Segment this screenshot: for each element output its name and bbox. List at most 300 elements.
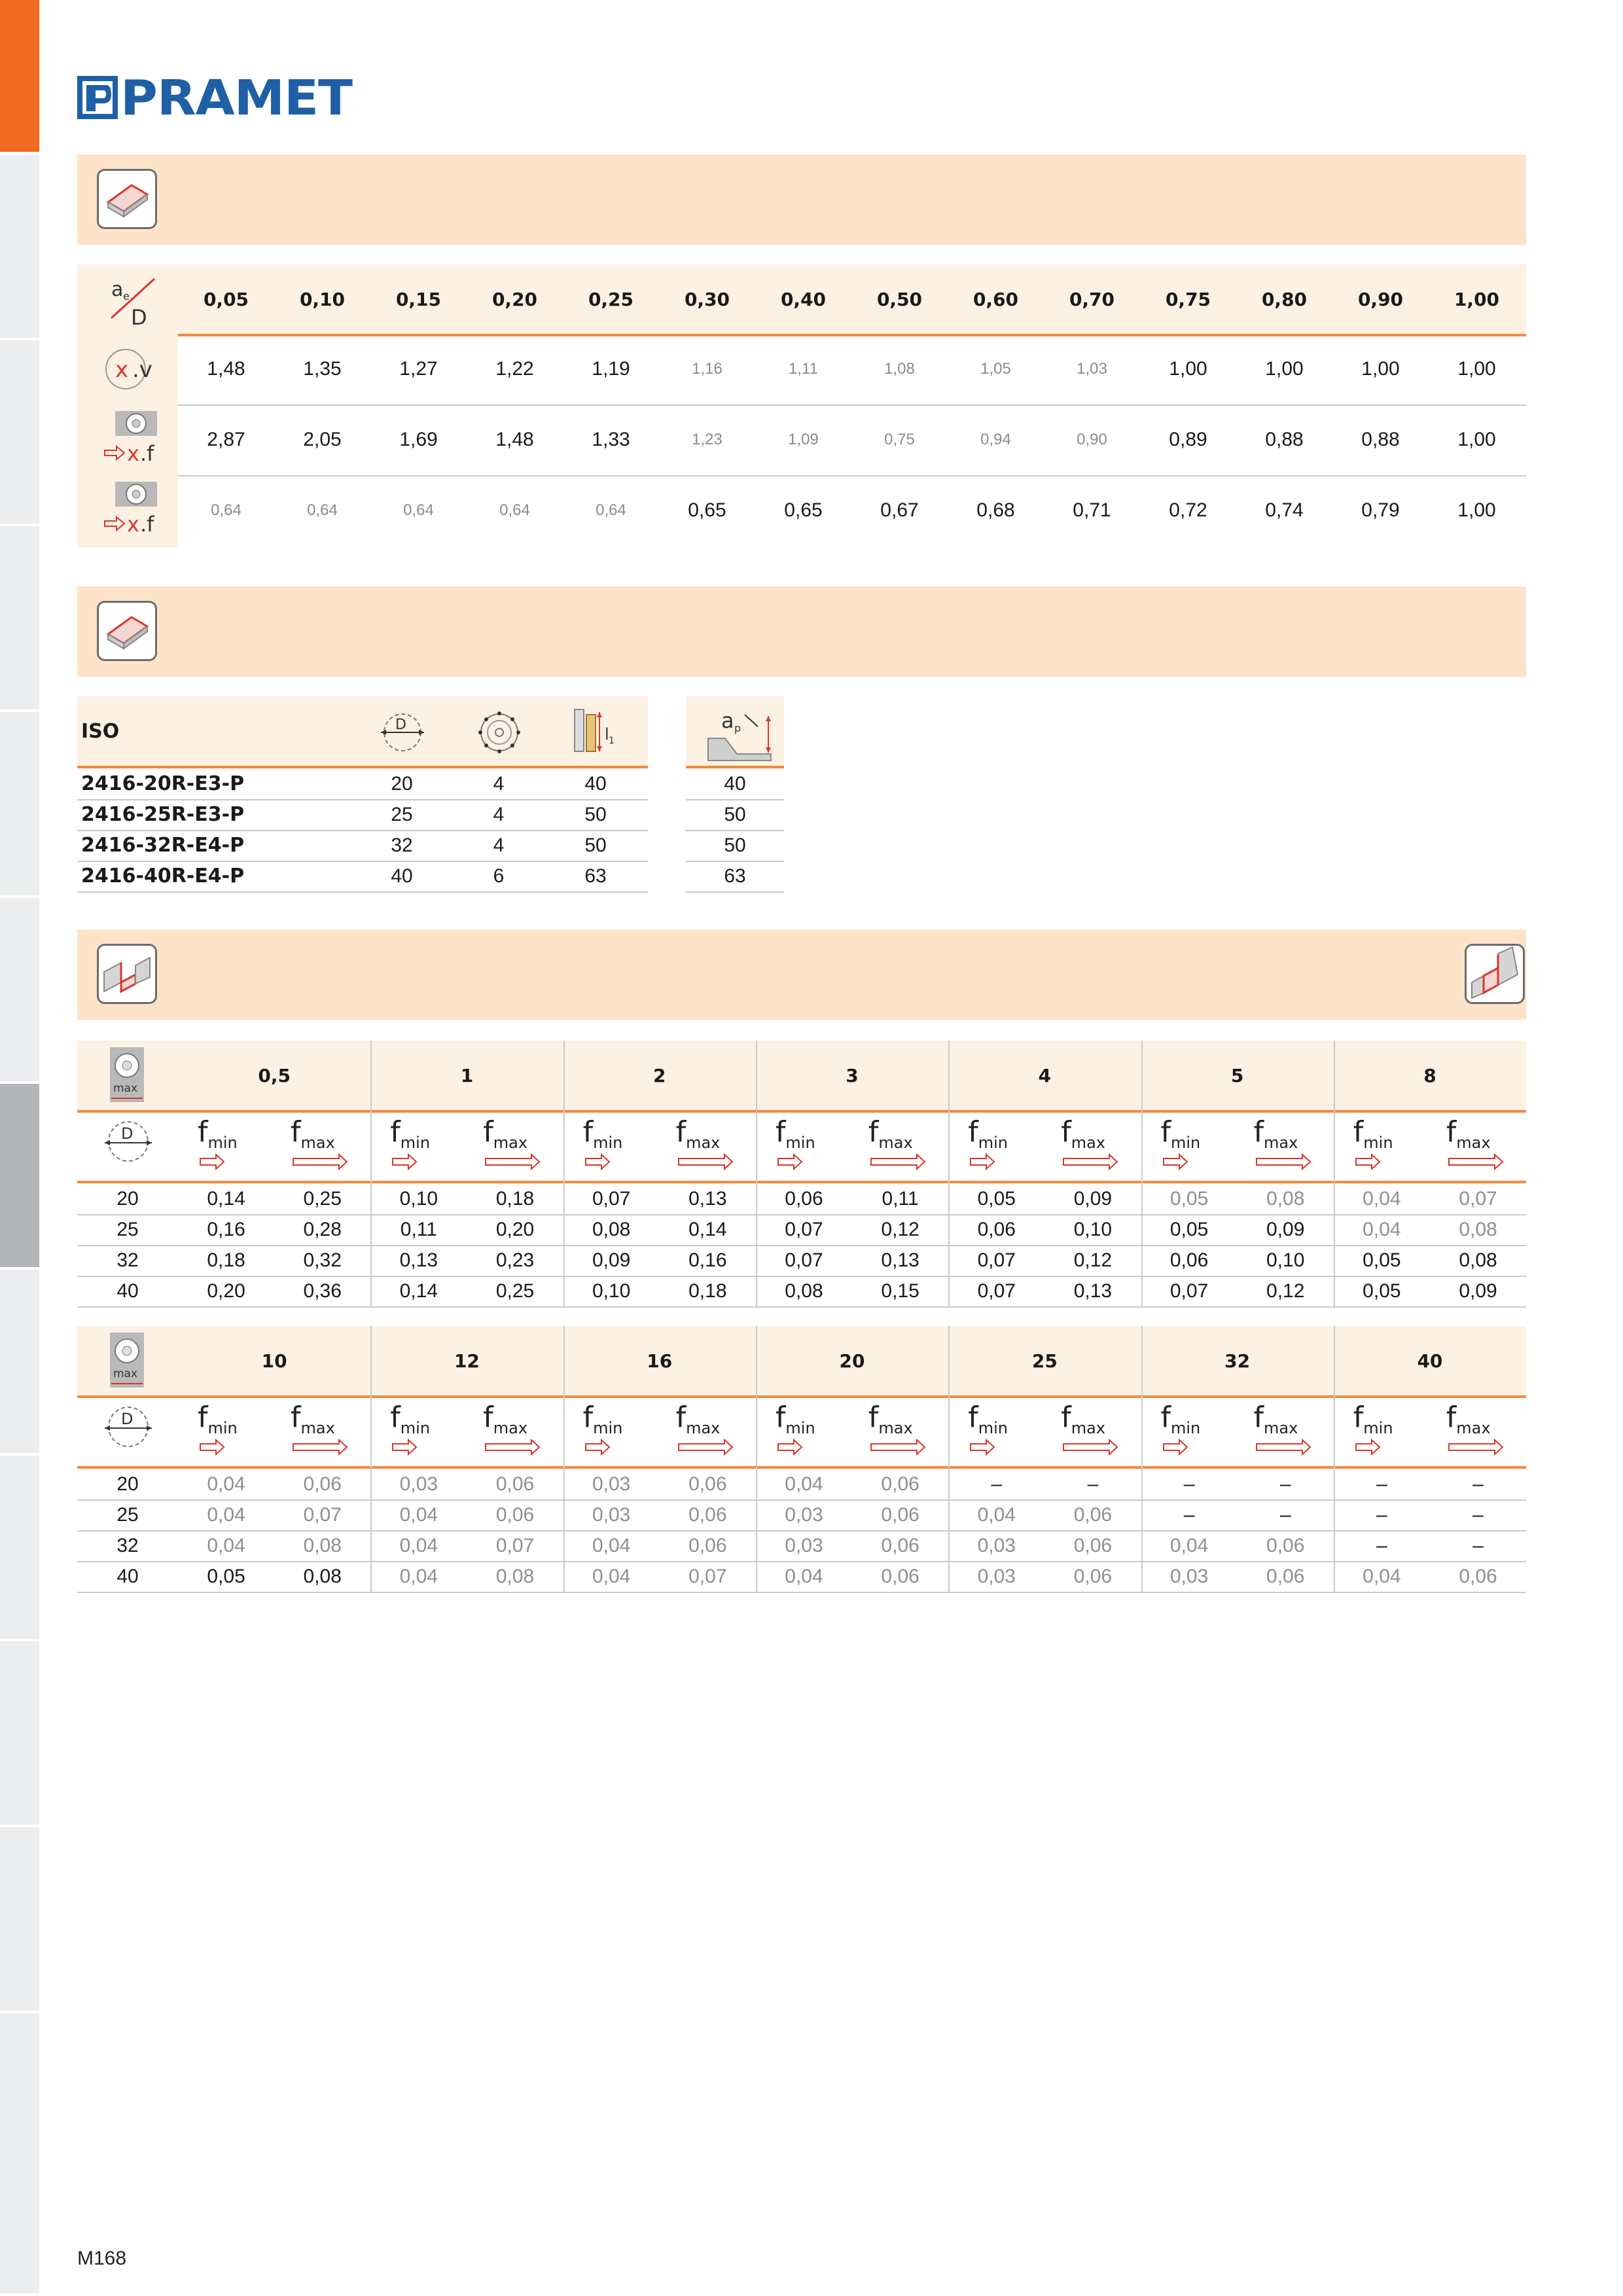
teeth-value: 4 bbox=[493, 772, 505, 795]
feed-max-symbol bbox=[291, 1403, 335, 1443]
feed-value: 0,07 bbox=[977, 1249, 1016, 1271]
section-tab[interactable] bbox=[0, 2013, 39, 2296]
feed-factor-alt-icon bbox=[102, 478, 168, 538]
f-letter: f bbox=[968, 1401, 978, 1434]
feed-min-symbol bbox=[776, 1403, 815, 1443]
feed-value: 0,08 bbox=[785, 1280, 823, 1302]
svg-text:max: max bbox=[113, 1082, 138, 1095]
divider bbox=[178, 475, 1526, 476]
feed-min-symbol bbox=[1161, 1403, 1201, 1443]
feed-max-subscript: max bbox=[1456, 1134, 1491, 1152]
feed-max-subscript: max bbox=[878, 1134, 913, 1152]
factor-value: 2,05 bbox=[303, 429, 342, 450]
section-tab[interactable] bbox=[0, 898, 39, 1084]
column-header: 0,40 bbox=[780, 288, 827, 310]
factor-value: 1,00 bbox=[1457, 429, 1496, 450]
f-letter: f bbox=[291, 1401, 301, 1434]
speed-x-glyph: x bbox=[115, 357, 129, 383]
diameter-value: 20 bbox=[391, 772, 413, 795]
feed-max-arrow-icon bbox=[677, 1153, 734, 1170]
column-header: 0,05 bbox=[203, 288, 249, 310]
teeth-value: 4 bbox=[493, 803, 505, 825]
factor-value: 0,88 bbox=[1361, 429, 1400, 450]
column-header: 0,10 bbox=[299, 288, 346, 310]
feed-max-symbol bbox=[483, 1403, 527, 1443]
factor-value: 1,00 bbox=[1361, 358, 1400, 380]
iso-code: 2416-20R-E3-P bbox=[81, 772, 245, 795]
feed-min-arrow-icon bbox=[584, 1439, 611, 1456]
feed-value: 0,07 bbox=[495, 1534, 535, 1556]
feed-table-1 bbox=[77, 1041, 1526, 1308]
cutter-width-max-icon bbox=[107, 1331, 147, 1390]
diameter-value: 40 bbox=[116, 1280, 139, 1302]
feed-value: 0,05 bbox=[977, 1187, 1016, 1210]
feed-value: 0,06 bbox=[1459, 1565, 1497, 1587]
feed-value: 0,20 bbox=[495, 1218, 535, 1240]
cutting-speed-factor-icon bbox=[103, 343, 166, 395]
feed-value: 0,07 bbox=[977, 1280, 1016, 1302]
feed-value: 0,04 bbox=[1363, 1565, 1401, 1587]
feed-value: 0,12 bbox=[881, 1218, 919, 1240]
feed-value: 0,10 bbox=[399, 1187, 438, 1210]
feed-value: 0,28 bbox=[303, 1218, 342, 1240]
divider bbox=[77, 891, 648, 893]
factor-value: 0,64 bbox=[307, 501, 338, 519]
column-header: 1,00 bbox=[1454, 288, 1500, 310]
divider bbox=[77, 1306, 1526, 1308]
divider bbox=[77, 1395, 1526, 1398]
diameter-value: 40 bbox=[116, 1565, 139, 1587]
feed-max-symbol bbox=[1254, 1403, 1298, 1443]
section-tab[interactable] bbox=[0, 1270, 39, 1456]
svg-text:x: x bbox=[127, 441, 139, 466]
feed-value: – bbox=[1279, 1503, 1291, 1526]
teeth-value: 4 bbox=[493, 834, 505, 856]
feed-value: – bbox=[1376, 1534, 1387, 1556]
feed-value: 0,04 bbox=[785, 1473, 823, 1495]
section-tab[interactable] bbox=[0, 1456, 39, 1641]
feed-value: 0,12 bbox=[1073, 1249, 1113, 1271]
feed-max-arrow-icon bbox=[1448, 1153, 1504, 1170]
feed-min-subscript: min bbox=[785, 1419, 815, 1437]
diameter-value: 25 bbox=[391, 803, 413, 825]
section-tab[interactable] bbox=[0, 1827, 39, 2013]
feed-value: – bbox=[1279, 1473, 1291, 1495]
cutter-table bbox=[77, 696, 784, 899]
factor-value: 1,00 bbox=[1169, 358, 1207, 380]
feed-value: 0,13 bbox=[399, 1249, 438, 1271]
depth-value: 50 bbox=[724, 834, 746, 856]
section-tab[interactable] bbox=[0, 712, 39, 898]
feed-value: – bbox=[1376, 1473, 1387, 1495]
feed-value: 0,07 bbox=[592, 1187, 631, 1210]
feed-value: 0,18 bbox=[495, 1187, 535, 1210]
diameter-value: 40 bbox=[391, 865, 413, 887]
feed-value: 0,11 bbox=[400, 1218, 437, 1240]
factor-value: 0,68 bbox=[976, 499, 1015, 521]
feed-value: 0,05 bbox=[1363, 1280, 1401, 1302]
feed-min-symbol bbox=[390, 1403, 430, 1443]
feed-value: 0,05 bbox=[207, 1565, 245, 1587]
factor-value: 0,67 bbox=[880, 499, 919, 521]
feed-min-arrow-icon bbox=[391, 1153, 418, 1170]
width-group-header: 3 bbox=[846, 1064, 859, 1086]
column-header: 0,20 bbox=[491, 288, 538, 310]
feed-min-arrow-icon bbox=[584, 1153, 611, 1170]
divider bbox=[686, 891, 784, 893]
feed-min-arrow-icon bbox=[1355, 1153, 1381, 1170]
feed-value: 0,14 bbox=[688, 1218, 727, 1240]
feed-max-symbol bbox=[1061, 1403, 1105, 1443]
feed-value: 0,10 bbox=[1266, 1249, 1305, 1271]
svg-text:.f: .f bbox=[140, 512, 154, 537]
feed-max-subscript: max bbox=[493, 1134, 528, 1152]
feed-value: 0,12 bbox=[1266, 1280, 1305, 1302]
feed-max-subscript: max bbox=[1071, 1134, 1105, 1152]
cutter-width-max-icon bbox=[107, 1046, 147, 1105]
feed-value: 0,25 bbox=[495, 1280, 535, 1302]
feed-min-arrow-icon bbox=[969, 1153, 995, 1170]
f-letter: f bbox=[1061, 1401, 1071, 1434]
feed-value: 0,06 bbox=[1169, 1249, 1209, 1271]
feed-value: 0,08 bbox=[303, 1534, 342, 1556]
feed-value: 0,07 bbox=[303, 1503, 342, 1526]
feed-value: 0,05 bbox=[1169, 1187, 1209, 1210]
feed-value: 0,06 bbox=[881, 1534, 919, 1556]
diameter-icon bbox=[102, 1115, 154, 1168]
feed-min-symbol bbox=[582, 1115, 623, 1157]
section-tab-active[interactable] bbox=[0, 0, 39, 154]
feed-value: 0,04 bbox=[399, 1534, 438, 1556]
f-letter: f bbox=[675, 1115, 687, 1149]
feed-max-symbol bbox=[1446, 1115, 1491, 1157]
feed-value: 0,06 bbox=[495, 1503, 535, 1526]
feed-min-subscript: min bbox=[207, 1134, 238, 1152]
feed-value: 0,36 bbox=[303, 1280, 342, 1302]
svg-text:.f: .f bbox=[140, 441, 154, 466]
f-letter: f bbox=[1446, 1115, 1457, 1149]
feed-min-arrow-icon bbox=[391, 1439, 418, 1456]
f-letter: f bbox=[868, 1115, 879, 1149]
feed-value: – bbox=[1183, 1473, 1195, 1495]
feed-value: 0,09 bbox=[1459, 1280, 1497, 1302]
factor-value: 1,48 bbox=[207, 358, 245, 380]
column-header: 0,90 bbox=[1357, 288, 1404, 310]
feed-value: 0,07 bbox=[688, 1565, 727, 1587]
feed-value: 0,08 bbox=[1266, 1187, 1305, 1210]
feed-value: 0,11 bbox=[882, 1187, 919, 1210]
brand-name: PRAMET bbox=[120, 70, 353, 126]
feed-min-symbol bbox=[390, 1115, 431, 1157]
column-header: 0,75 bbox=[1165, 288, 1211, 310]
f-letter: f bbox=[198, 1115, 208, 1149]
feed-value: 0,15 bbox=[881, 1280, 919, 1302]
factor-value: 0,74 bbox=[1265, 499, 1304, 521]
feed-max-subscript: max bbox=[1264, 1419, 1298, 1437]
diameter-value: 32 bbox=[391, 834, 413, 856]
feed-value: 0,06 bbox=[881, 1565, 919, 1587]
f-letter: f bbox=[291, 1115, 301, 1149]
divider bbox=[77, 1592, 1526, 1593]
feed-min-subscript: min bbox=[207, 1419, 238, 1437]
feed-value: 0,14 bbox=[207, 1187, 245, 1210]
iso-header: ISO bbox=[81, 719, 120, 743]
feed-value: 0,06 bbox=[1266, 1565, 1305, 1587]
factor-value: 0,64 bbox=[596, 501, 626, 519]
section-tab-current[interactable] bbox=[0, 1084, 39, 1270]
feed-value: – bbox=[1183, 1503, 1195, 1526]
feed-min-subscript: min bbox=[593, 1134, 623, 1152]
factor-value: 1,22 bbox=[495, 358, 534, 380]
feed-value: 0,04 bbox=[592, 1534, 631, 1556]
feed-value: 0,06 bbox=[688, 1503, 727, 1526]
feed-value: 0,06 bbox=[1266, 1534, 1305, 1556]
factor-value: 0,64 bbox=[499, 501, 530, 519]
pramet-logo-icon bbox=[77, 76, 118, 119]
feed-value: – bbox=[1472, 1473, 1484, 1495]
feed-value: – bbox=[1472, 1503, 1484, 1526]
feed-max-arrow-icon bbox=[677, 1439, 734, 1456]
length-value: 50 bbox=[584, 834, 607, 856]
feed-value: 0,05 bbox=[1169, 1218, 1209, 1240]
slot-milling-icon bbox=[97, 944, 157, 1004]
feed-value: – bbox=[1376, 1503, 1387, 1526]
shoulder-slot-icon bbox=[1465, 944, 1525, 1004]
feed-value: 0,03 bbox=[1169, 1565, 1209, 1587]
feed-table-2 bbox=[77, 1326, 1526, 1593]
section-tab[interactable] bbox=[0, 1641, 39, 1827]
width-group-header: 40 bbox=[1417, 1350, 1443, 1372]
feed-min-arrow-icon bbox=[1162, 1439, 1188, 1456]
feed-max-subscript: max bbox=[1264, 1134, 1298, 1152]
factor-value: 1,23 bbox=[692, 431, 722, 448]
feed-value: 0,04 bbox=[399, 1503, 438, 1526]
length-value: 63 bbox=[584, 865, 607, 887]
feed-max-arrow-icon bbox=[1255, 1439, 1311, 1456]
feed-min-symbol bbox=[1353, 1115, 1393, 1157]
factor-value: 0,89 bbox=[1169, 429, 1207, 450]
feed-value: 0,06 bbox=[1073, 1534, 1113, 1556]
length-icon bbox=[571, 706, 622, 758]
feed-value: 0,18 bbox=[207, 1249, 245, 1271]
depth-value: 63 bbox=[724, 865, 746, 887]
width-group-header: 8 bbox=[1423, 1064, 1436, 1086]
svg-text:l: l bbox=[605, 725, 609, 744]
feed-value: 0,20 bbox=[207, 1280, 245, 1302]
feed-value: 0,25 bbox=[303, 1187, 342, 1210]
f-letter: f bbox=[1253, 1115, 1264, 1149]
feed-max-subscript: max bbox=[686, 1419, 721, 1437]
feed-value: 0,04 bbox=[207, 1473, 245, 1495]
feed-value: 0,04 bbox=[592, 1565, 631, 1587]
feed-min-arrow-icon bbox=[1355, 1439, 1381, 1456]
width-group-header: 1 bbox=[460, 1064, 474, 1086]
feed-max-arrow-icon bbox=[1062, 1153, 1118, 1170]
factor-value: 2,87 bbox=[207, 429, 245, 450]
depth-of-cut-icon bbox=[705, 702, 774, 762]
feed-min-symbol bbox=[1353, 1403, 1393, 1443]
cutter-table-header bbox=[77, 696, 648, 766]
feed-value: 0,18 bbox=[688, 1280, 727, 1302]
feed-value: 0,07 bbox=[1459, 1187, 1497, 1210]
column-header: 0,60 bbox=[972, 288, 1019, 310]
factor-value: 1,33 bbox=[592, 429, 630, 450]
feed-value: 0,06 bbox=[688, 1534, 727, 1556]
f-letter: f bbox=[582, 1401, 594, 1434]
section-banner-1 bbox=[77, 154, 1526, 245]
feed-value: 0,06 bbox=[688, 1473, 727, 1495]
feed-max-subscript: max bbox=[300, 1419, 335, 1437]
iso-code: 2416-25R-E3-P bbox=[81, 803, 245, 826]
section-banner-2 bbox=[77, 586, 1526, 677]
feed-value: 0,08 bbox=[495, 1565, 535, 1587]
feed-min-arrow-icon bbox=[777, 1153, 803, 1170]
column-header: 0,70 bbox=[1069, 288, 1115, 310]
feed-max-symbol bbox=[868, 1403, 913, 1443]
f-letter: f bbox=[775, 1401, 786, 1434]
svg-text:.v: .v bbox=[132, 357, 152, 383]
svg-text:x: x bbox=[127, 512, 139, 537]
feed-max-arrow-icon bbox=[484, 1439, 541, 1456]
feed-value: 0,07 bbox=[1169, 1280, 1209, 1302]
feed-value: 0,09 bbox=[592, 1249, 631, 1271]
feed-value: 0,06 bbox=[785, 1187, 823, 1210]
section-tab[interactable] bbox=[0, 526, 39, 712]
factor-value: 0,72 bbox=[1169, 499, 1207, 521]
feed-max-arrow-icon bbox=[292, 1439, 348, 1456]
feed-max-arrow-icon bbox=[1255, 1153, 1311, 1170]
feed-value: 0,09 bbox=[1073, 1187, 1113, 1210]
feed-value: 0,16 bbox=[207, 1218, 245, 1240]
feed-max-arrow-icon bbox=[1448, 1439, 1504, 1456]
feed-min-symbol bbox=[968, 1115, 1008, 1157]
feed-value: 0,06 bbox=[303, 1473, 342, 1495]
teeth-value: 6 bbox=[493, 865, 505, 887]
feed-min-subscript: min bbox=[1171, 1134, 1201, 1152]
feed-max-subscript: max bbox=[1071, 1419, 1105, 1437]
svg-text:D: D bbox=[131, 305, 147, 329]
factor-value: 1,00 bbox=[1457, 358, 1496, 380]
f-letter: f bbox=[483, 1115, 493, 1149]
f-letter: f bbox=[390, 1115, 401, 1149]
feed-min-arrow-icon bbox=[199, 1439, 225, 1456]
f-letter: f bbox=[675, 1401, 687, 1434]
feed-value: – bbox=[1472, 1534, 1484, 1556]
svg-text:D: D bbox=[121, 1410, 134, 1428]
section-banner-3 bbox=[77, 929, 1526, 1020]
factor-value: 1,09 bbox=[788, 431, 819, 448]
factor-value: 1,11 bbox=[789, 360, 818, 378]
feed-max-subscript: max bbox=[1456, 1419, 1491, 1437]
factor-value: 1,03 bbox=[1077, 360, 1107, 378]
svg-text:D: D bbox=[395, 717, 406, 733]
section-tab[interactable] bbox=[0, 340, 39, 526]
feed-value: 0,32 bbox=[303, 1249, 342, 1271]
feed-max-arrow-icon bbox=[1062, 1439, 1118, 1456]
feed-value: – bbox=[1087, 1473, 1099, 1495]
width-group-header: 12 bbox=[454, 1350, 480, 1372]
factor-value: 1,05 bbox=[980, 360, 1011, 378]
feed-value: 0,07 bbox=[785, 1218, 823, 1240]
feed-min-arrow-icon bbox=[1162, 1153, 1188, 1170]
factor-value: 0,64 bbox=[211, 501, 241, 519]
length-value: 50 bbox=[584, 803, 607, 825]
feed-min-subscript: min bbox=[978, 1419, 1008, 1437]
iso-code: 2416-32R-E4-P bbox=[81, 834, 245, 857]
feed-min-subscript: min bbox=[400, 1419, 431, 1437]
width-group-header: 16 bbox=[647, 1350, 673, 1372]
feed-value: 0,16 bbox=[688, 1249, 727, 1271]
factor-value: 1,19 bbox=[592, 358, 630, 380]
f-letter: f bbox=[1253, 1401, 1264, 1434]
feed-min-symbol bbox=[1160, 1115, 1201, 1157]
factor-value: 0,90 bbox=[1077, 431, 1107, 448]
feed-max-symbol bbox=[676, 1403, 721, 1443]
feed-max-symbol bbox=[1061, 1115, 1105, 1157]
divider bbox=[178, 404, 1526, 406]
depth-value: 50 bbox=[724, 803, 746, 825]
factor-value: 1,69 bbox=[399, 429, 438, 450]
feed-min-subscript: min bbox=[593, 1419, 623, 1437]
f-letter: f bbox=[1353, 1115, 1364, 1149]
f-letter: f bbox=[968, 1115, 978, 1149]
feed-value: 0,06 bbox=[495, 1473, 535, 1495]
width-group-header: 32 bbox=[1224, 1350, 1251, 1372]
feed-value: 0,03 bbox=[785, 1503, 823, 1526]
teeth-count-icon bbox=[475, 708, 524, 757]
f-letter: f bbox=[1353, 1401, 1364, 1434]
feed-value: 0,05 bbox=[1363, 1249, 1401, 1271]
factor-value: 0,65 bbox=[784, 499, 823, 521]
f-letter: f bbox=[1446, 1401, 1457, 1434]
column-header: 0,15 bbox=[395, 288, 442, 310]
section-tab[interactable] bbox=[0, 154, 39, 340]
factor-value: 0,71 bbox=[1073, 499, 1111, 521]
feed-value: 0,08 bbox=[303, 1565, 342, 1587]
depth-value: 40 bbox=[724, 772, 746, 795]
width-group-header: 2 bbox=[653, 1064, 666, 1086]
width-group-header: 5 bbox=[1230, 1064, 1244, 1086]
diameter-value: 32 bbox=[116, 1249, 139, 1271]
feed-min-arrow-icon bbox=[777, 1439, 803, 1456]
page-number: M168 bbox=[77, 2248, 127, 2269]
width-group-header: 0,5 bbox=[258, 1064, 291, 1086]
factor-value: 0,64 bbox=[403, 501, 434, 519]
width-group-header: 25 bbox=[1031, 1350, 1058, 1372]
feed-value: 0,08 bbox=[592, 1218, 631, 1240]
feed-max-subscript: max bbox=[686, 1134, 721, 1152]
feed-value: 0,09 bbox=[1266, 1218, 1305, 1240]
feed-value: 0,03 bbox=[592, 1473, 631, 1495]
column-header: 0,80 bbox=[1261, 288, 1308, 310]
feed-value: 0,04 bbox=[1169, 1534, 1209, 1556]
feed-min-subscript: min bbox=[400, 1134, 431, 1152]
feed-max-subscript: max bbox=[300, 1134, 335, 1152]
feed-min-subscript: min bbox=[1363, 1419, 1393, 1437]
factor-value: 0,88 bbox=[1265, 429, 1304, 450]
diameter-value: 32 bbox=[116, 1534, 139, 1556]
factor-value: 1,48 bbox=[495, 429, 534, 450]
feed-value: 0,03 bbox=[785, 1534, 823, 1556]
f-letter: f bbox=[483, 1401, 493, 1434]
feed-value: 0,04 bbox=[977, 1503, 1016, 1526]
feed-value: 0,03 bbox=[977, 1565, 1016, 1587]
svg-text:p: p bbox=[734, 722, 741, 734]
factor-value: 0,75 bbox=[884, 431, 915, 448]
diameter-value: 25 bbox=[116, 1218, 139, 1240]
factor-table bbox=[77, 264, 1526, 547]
feed-max-subscript: max bbox=[493, 1419, 528, 1437]
